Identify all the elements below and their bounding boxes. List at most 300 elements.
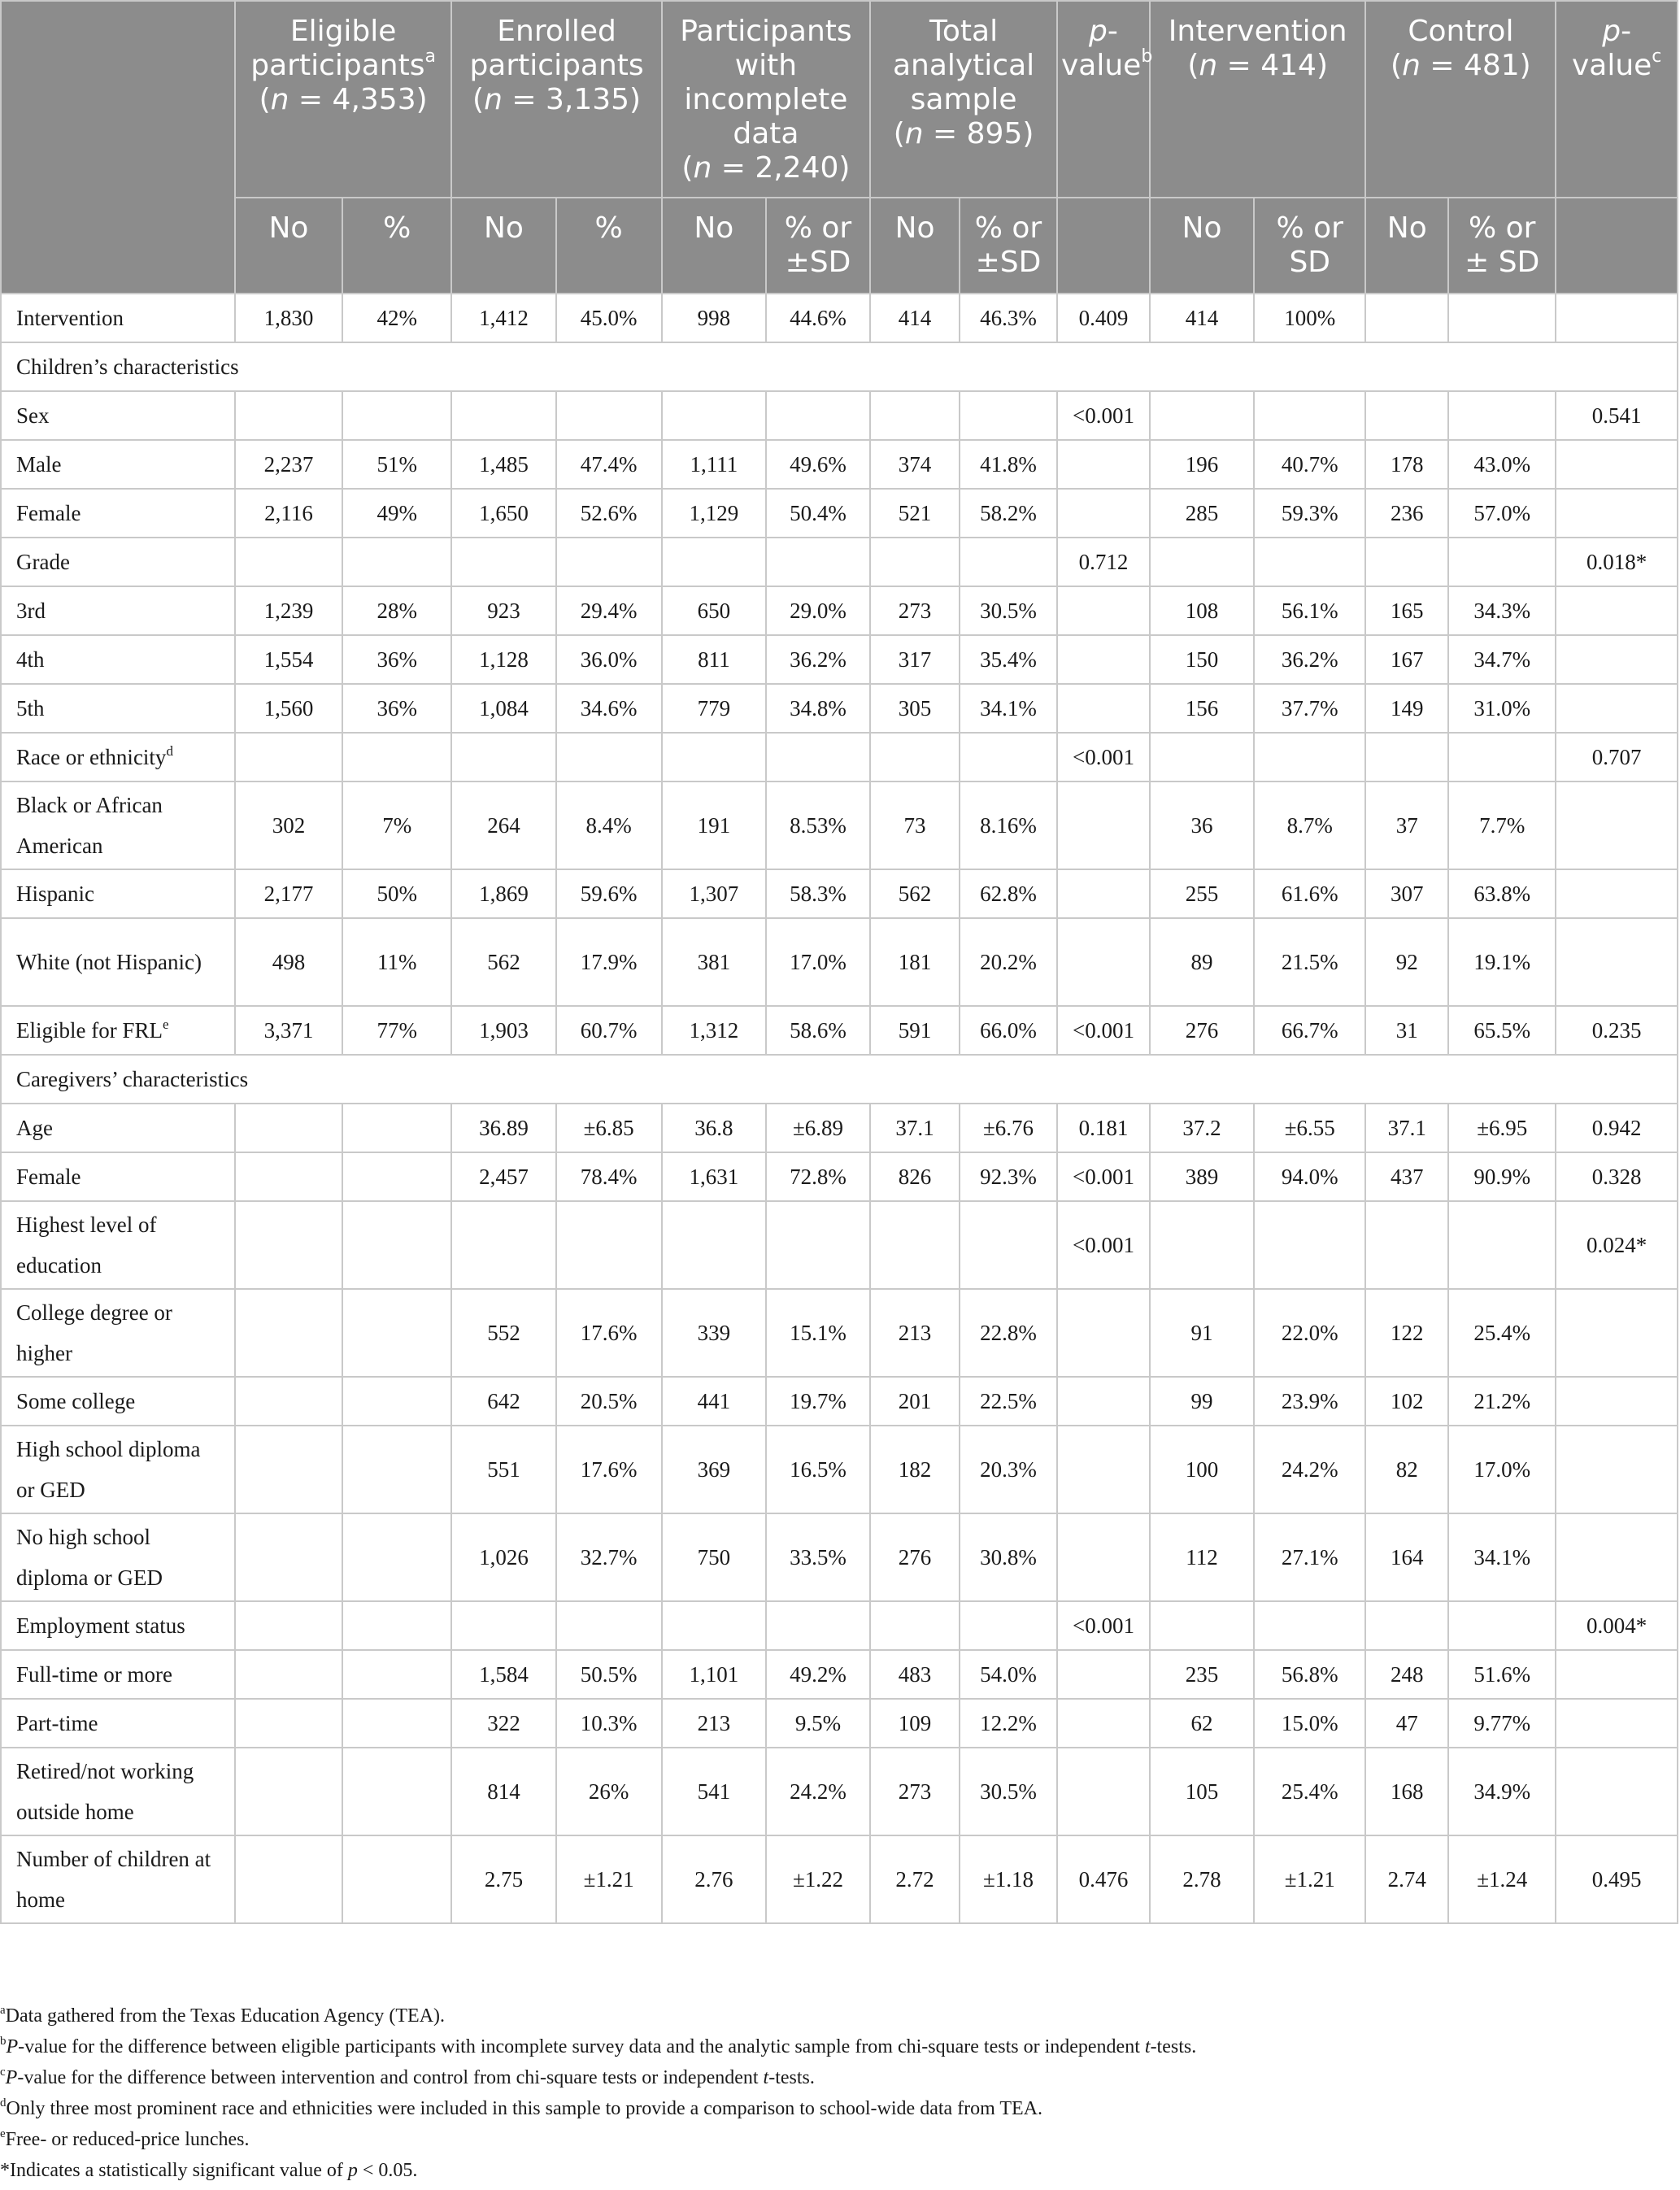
table-cell — [870, 538, 960, 586]
table-row — [1, 489, 1678, 538]
table-cell: 381 — [662, 918, 766, 1006]
table-cell — [1448, 391, 1556, 440]
table-row — [1, 1513, 1678, 1601]
table-cell — [1057, 684, 1150, 733]
table-cell — [1057, 782, 1150, 869]
table-cell — [1556, 918, 1678, 1006]
table-cell: 414 — [870, 294, 960, 342]
table-cell: 276 — [1150, 1006, 1254, 1055]
table-cell: 0.004* — [1556, 1601, 1678, 1650]
section-label: Children’s characteristics — [1, 342, 1678, 391]
table-cell: 248 — [1365, 1650, 1448, 1699]
footnote: $^b$P-value for the difference between eligible participants with incomplete survey data and the analytic sample from chi-square tests or independent t-tests. — [0, 2035, 1197, 2057]
table-cell: 52.6% — [556, 489, 662, 538]
table-cell — [235, 1289, 342, 1377]
row-label: No high school diploma or GED — [1, 1513, 235, 1601]
table-cell: 91 — [1150, 1289, 1254, 1377]
subheader-cell — [1556, 198, 1678, 294]
table-cell: 0.328 — [1556, 1152, 1678, 1201]
table-cell — [662, 1601, 766, 1650]
table-cell: 90.9% — [1448, 1152, 1556, 1201]
table-cell: 1,903 — [451, 1006, 555, 1055]
table-cell: 591 — [870, 1006, 960, 1055]
table-cell — [1365, 538, 1448, 586]
table-row — [1, 294, 1678, 342]
table-cell: 483 — [870, 1650, 960, 1699]
table-cell: 642 — [451, 1377, 555, 1426]
table-cell: 37.1 — [870, 1104, 960, 1152]
table-cell: 167 — [1365, 635, 1448, 684]
table-cell: 1,026 — [451, 1513, 555, 1601]
subheader-cell: % — [342, 198, 451, 294]
table-cell: 58.6% — [766, 1006, 870, 1055]
table-cell: 47 — [1365, 1699, 1448, 1748]
header-enrolled: Enrolled participants (n = 3,135) — [451, 1, 661, 198]
table-cell: 24.2% — [766, 1748, 870, 1835]
table-cell — [960, 1601, 1057, 1650]
table-cell: 24.2% — [1254, 1426, 1365, 1513]
table-cell: 19.1% — [1448, 918, 1556, 1006]
footnote: $^d$Only three most prominent race and ethnicities were included in this sample to provide a comparison to school-wide data from TEA. — [0, 2096, 1043, 2119]
table-cell: 2.75 — [451, 1835, 555, 1923]
subheader-cell: No — [662, 198, 766, 294]
table-cell: 78.4% — [556, 1152, 662, 1201]
table-cell: 62 — [1150, 1699, 1254, 1748]
table-row — [1, 1377, 1678, 1426]
table-cell — [1556, 294, 1678, 342]
table-cell: 40.7% — [1254, 440, 1365, 489]
table-cell: 66.0% — [960, 1006, 1057, 1055]
table-row — [1, 1835, 1678, 1923]
subheader-row — [1, 198, 1678, 294]
table-cell: 285 — [1150, 489, 1254, 538]
table-cell — [1448, 1601, 1556, 1650]
table-cell — [1556, 782, 1678, 869]
table-cell: 562 — [451, 918, 555, 1006]
table-cell: 25.4% — [1254, 1748, 1365, 1835]
table-cell: 92 — [1365, 918, 1448, 1006]
table-cell: 25.4% — [1448, 1289, 1556, 1377]
table-cell — [766, 1201, 870, 1289]
table-cell: 29.4% — [556, 586, 662, 635]
table-cell — [556, 538, 662, 586]
table-cell: 43.0% — [1448, 440, 1556, 489]
table-cell: 51.6% — [1448, 1650, 1556, 1699]
table-cell: 92.3% — [960, 1152, 1057, 1201]
table-cell — [342, 1748, 451, 1835]
table-cell — [662, 1201, 766, 1289]
table-cell: 1,485 — [451, 440, 555, 489]
row-label: Male — [1, 440, 235, 489]
table-cell: 305 — [870, 684, 960, 733]
table-cell — [1365, 733, 1448, 782]
table-cell: 30.5% — [960, 586, 1057, 635]
table-cell: 1,101 — [662, 1650, 766, 1699]
table-cell: 32.7% — [556, 1513, 662, 1601]
table-cell — [1254, 1201, 1365, 1289]
table-cell — [1365, 1601, 1448, 1650]
table-cell: <0.001 — [1057, 1201, 1150, 1289]
table-row — [1, 1601, 1678, 1650]
table-cell: ±1.21 — [1254, 1835, 1365, 1923]
table-cell: 34.7% — [1448, 635, 1556, 684]
table-cell — [1057, 918, 1150, 1006]
table-cell: 750 — [662, 1513, 766, 1601]
table-cell: ±1.24 — [1448, 1835, 1556, 1923]
subheader-cell — [1057, 198, 1150, 294]
row-label: Employment status — [1, 1601, 235, 1650]
table-cell: 100 — [1150, 1426, 1254, 1513]
row-label: Sex — [1, 391, 235, 440]
subheader-cell: No — [451, 198, 555, 294]
table-cell — [1556, 1426, 1678, 1513]
table-cell: 2,116 — [235, 489, 342, 538]
table-cell: 521 — [870, 489, 960, 538]
table-cell: 8.7% — [1254, 782, 1365, 869]
subheader-cell: No — [870, 198, 960, 294]
table-cell: 1,111 — [662, 440, 766, 489]
table-cell: 0.235 — [1556, 1006, 1678, 1055]
table-cell — [1057, 1748, 1150, 1835]
row-label: Intervention — [1, 294, 235, 342]
table-cell — [451, 538, 555, 586]
table-cell: 46.3% — [960, 294, 1057, 342]
table-cell — [235, 1748, 342, 1835]
table-cell — [342, 538, 451, 586]
table-row — [1, 391, 1678, 440]
table-cell: 22.0% — [1254, 1289, 1365, 1377]
table-cell: 1,869 — [451, 869, 555, 918]
table-cell — [1057, 869, 1150, 918]
header-pvalue-c: p-value$^c$ — [1556, 1, 1678, 198]
table-cell: <0.001 — [1057, 733, 1150, 782]
table-cell: 2.76 — [662, 1835, 766, 1923]
header-incomplete: Participants with incomplete data (n = 2,240) — [662, 1, 870, 198]
table-cell — [342, 1835, 451, 1923]
table-cell: ±6.55 — [1254, 1104, 1365, 1152]
table-cell — [1556, 684, 1678, 733]
table-cell: 1,412 — [451, 294, 555, 342]
table-cell: 1,312 — [662, 1006, 766, 1055]
table-cell: 51% — [342, 440, 451, 489]
table-cell: 31 — [1365, 1006, 1448, 1055]
table-cell: 34.3% — [1448, 586, 1556, 635]
table-cell: 236 — [1365, 489, 1448, 538]
table-cell — [960, 538, 1057, 586]
table-cell: 100% — [1254, 294, 1365, 342]
table-cell: 34.9% — [1448, 1748, 1556, 1835]
table-cell: 47.4% — [556, 440, 662, 489]
table-cell: 0.181 — [1057, 1104, 1150, 1152]
row-label: Some college — [1, 1377, 235, 1426]
table-cell — [1556, 489, 1678, 538]
table-header — [1, 1, 1678, 294]
table-cell: 264 — [451, 782, 555, 869]
table-row — [1, 1201, 1678, 1289]
table-cell: 811 — [662, 635, 766, 684]
table-cell — [235, 1104, 342, 1152]
table-cell — [451, 1601, 555, 1650]
table-row — [1, 538, 1678, 586]
footnote: *Indicates a statistically significant value of p < 0.05. — [0, 2160, 418, 2181]
table-cell: 168 — [1365, 1748, 1448, 1835]
table-cell: 36.0% — [556, 635, 662, 684]
table-cell: 317 — [870, 635, 960, 684]
table-cell: 182 — [870, 1426, 960, 1513]
table-cell: 26% — [556, 1748, 662, 1835]
row-label: 5th — [1, 684, 235, 733]
table-cell: 34.8% — [766, 684, 870, 733]
footnote-mark: c — [0, 2066, 6, 2079]
table-cell: 201 — [870, 1377, 960, 1426]
table-cell — [235, 733, 342, 782]
table-row — [1, 1699, 1678, 1748]
footnote-mark: b — [0, 2035, 7, 2048]
table-cell: 0.712 — [1057, 538, 1150, 586]
table-cell: 273 — [870, 586, 960, 635]
table-cell: 2.72 — [870, 1835, 960, 1923]
table-cell: 37.7% — [1254, 684, 1365, 733]
table-cell: 8.53% — [766, 782, 870, 869]
table-cell — [556, 733, 662, 782]
table-cell — [1254, 538, 1365, 586]
table-cell: 63.8% — [1448, 869, 1556, 918]
table-cell: 1,830 — [235, 294, 342, 342]
table-row — [1, 1289, 1678, 1377]
table-cell — [1556, 1289, 1678, 1377]
table-cell: 441 — [662, 1377, 766, 1426]
table-cell: 122 — [1365, 1289, 1448, 1377]
table-cell: 44.6% — [766, 294, 870, 342]
table-cell — [235, 1377, 342, 1426]
table-cell: 22.5% — [960, 1377, 1057, 1426]
table-cell: 49% — [342, 489, 451, 538]
table-cell — [1254, 391, 1365, 440]
table-cell — [1365, 1201, 1448, 1289]
table-row — [1, 733, 1678, 782]
row-label: White (not Hispanic) — [1, 918, 235, 1006]
table-cell — [1556, 1377, 1678, 1426]
table-cell: 998 — [662, 294, 766, 342]
table-cell: 50.4% — [766, 489, 870, 538]
table-cell: 11% — [342, 918, 451, 1006]
table-cell: 0.707 — [1556, 733, 1678, 782]
table-cell: 17.6% — [556, 1426, 662, 1513]
table-cell: 20.2% — [960, 918, 1057, 1006]
table-cell: 178 — [1365, 440, 1448, 489]
table-cell — [1556, 1699, 1678, 1748]
table-cell — [342, 1152, 451, 1201]
table-cell — [235, 1152, 342, 1201]
table-row — [1, 1006, 1678, 1055]
table-cell: 213 — [662, 1699, 766, 1748]
section-label: Caregivers’ characteristics — [1, 1055, 1678, 1104]
table-cell — [451, 733, 555, 782]
table-cell: 650 — [662, 586, 766, 635]
table-cell: 72.8% — [766, 1152, 870, 1201]
table-cell: 56.1% — [1254, 586, 1365, 635]
table-row — [1, 440, 1678, 489]
table-cell: 2,237 — [235, 440, 342, 489]
row-label: Highest level of education — [1, 1201, 235, 1289]
table-cell: 54.0% — [960, 1650, 1057, 1699]
table-cell: 150 — [1150, 635, 1254, 684]
footnote-mark: e — [162, 1017, 169, 1032]
table-row — [1, 918, 1678, 1006]
table-cell — [1057, 1513, 1150, 1601]
table-cell: 8.16% — [960, 782, 1057, 869]
table-cell: 3,371 — [235, 1006, 342, 1055]
table-cell: 276 — [870, 1513, 960, 1601]
table-row — [1, 586, 1678, 635]
footnote-mark: e — [0, 2127, 6, 2140]
table-cell: 20.5% — [556, 1377, 662, 1426]
table-cell: 36.2% — [1254, 635, 1365, 684]
table-cell: 62.8% — [960, 869, 1057, 918]
table-cell: 156 — [1150, 684, 1254, 733]
table-cell: 307 — [1365, 869, 1448, 918]
table-cell: ±6.95 — [1448, 1104, 1556, 1152]
table-cell: 34.6% — [556, 684, 662, 733]
table-cell: 437 — [1365, 1152, 1448, 1201]
table-cell — [960, 733, 1057, 782]
table-cell: 60.7% — [556, 1006, 662, 1055]
table-cell — [870, 1201, 960, 1289]
table-row — [1, 1152, 1678, 1201]
table-cell — [662, 733, 766, 782]
table-cell — [1057, 489, 1150, 538]
header-intervention: Intervention (n = 414) — [1150, 1, 1365, 198]
table-cell: 498 — [235, 918, 342, 1006]
table-cell — [342, 1699, 451, 1748]
row-label: Age — [1, 1104, 235, 1152]
table-cell: 94.0% — [1254, 1152, 1365, 1201]
table-cell: 27.1% — [1254, 1513, 1365, 1601]
table-cell: 1,307 — [662, 869, 766, 918]
table-cell — [1448, 1201, 1556, 1289]
header-control: Control (n = 481) — [1365, 1, 1556, 198]
table-cell: 9.77% — [1448, 1699, 1556, 1748]
table-cell — [342, 391, 451, 440]
table-cell: 1,084 — [451, 684, 555, 733]
table-row — [1, 782, 1678, 869]
subheader-cell: % or ±SD — [766, 198, 870, 294]
table-cell — [870, 391, 960, 440]
table-cell: 49.6% — [766, 440, 870, 489]
table-cell — [1448, 538, 1556, 586]
row-label: 3rd — [1, 586, 235, 635]
table-cell: 73 — [870, 782, 960, 869]
table-cell: <0.001 — [1057, 1601, 1150, 1650]
table-cell: 369 — [662, 1426, 766, 1513]
table-cell: 149 — [1365, 684, 1448, 733]
table-cell: 65.5% — [1448, 1006, 1556, 1055]
table-cell: 112 — [1150, 1513, 1254, 1601]
table-cell: 19.7% — [766, 1377, 870, 1426]
table-cell — [1365, 294, 1448, 342]
table-cell — [1057, 1650, 1150, 1699]
table-cell: 1,554 — [235, 635, 342, 684]
table-cell: 21.5% — [1254, 918, 1365, 1006]
subheader-cell: % — [556, 198, 662, 294]
table-cell: 66.7% — [1254, 1006, 1365, 1055]
table-cell — [870, 733, 960, 782]
table-cell — [960, 1201, 1057, 1289]
table-cell: 16.5% — [766, 1426, 870, 1513]
table-cell: 36.89 — [451, 1104, 555, 1152]
header-total-sample: Total analytical sample (n = 895) — [870, 1, 1057, 198]
table-cell: 34.1% — [960, 684, 1057, 733]
table-cell: 37.1 — [1365, 1104, 1448, 1152]
table-cell: 22.8% — [960, 1289, 1057, 1377]
table-cell — [1057, 1377, 1150, 1426]
table-cell — [1150, 733, 1254, 782]
table-cell: 89 — [1150, 918, 1254, 1006]
row-label: College degree or higher — [1, 1289, 235, 1377]
table-cell — [766, 538, 870, 586]
table-cell: 2,457 — [451, 1152, 555, 1201]
table-cell — [1057, 1289, 1150, 1377]
table-cell: 35.4% — [960, 635, 1057, 684]
row-label: High school diploma or GED — [1, 1426, 235, 1513]
table-cell — [1150, 1201, 1254, 1289]
table-cell: 59.3% — [1254, 489, 1365, 538]
table-cell — [1556, 586, 1678, 635]
table-cell: 17.0% — [1448, 1426, 1556, 1513]
header-blank — [1, 1, 235, 294]
subheader-cell: % or ±SD — [960, 198, 1057, 294]
table-cell — [235, 538, 342, 586]
table-cell: 36% — [342, 684, 451, 733]
table-cell: 50% — [342, 869, 451, 918]
table-cell — [1556, 1513, 1678, 1601]
section-row — [1, 1055, 1678, 1104]
table-cell: 552 — [451, 1289, 555, 1377]
table-cell — [342, 1377, 451, 1426]
table-cell: 31.0% — [1448, 684, 1556, 733]
table-cell: 49.2% — [766, 1650, 870, 1699]
table-cell — [342, 1426, 451, 1513]
table-cell: 99 — [1150, 1377, 1254, 1426]
table-cell — [1448, 294, 1556, 342]
table-cell — [342, 1104, 451, 1152]
table-cell — [766, 1601, 870, 1650]
table-cell: 196 — [1150, 440, 1254, 489]
table-cell: ±1.22 — [766, 1835, 870, 1923]
table-cell: 2,177 — [235, 869, 342, 918]
table-cell — [342, 1289, 451, 1377]
section-row — [1, 342, 1678, 391]
table-cell: 1,239 — [235, 586, 342, 635]
table-cell: 102 — [1365, 1377, 1448, 1426]
table-cell: 374 — [870, 440, 960, 489]
table-cell: 17.6% — [556, 1289, 662, 1377]
table-cell — [235, 1601, 342, 1650]
table-cell: 0.409 — [1057, 294, 1150, 342]
table-cell — [342, 733, 451, 782]
table-cell: 1,128 — [451, 635, 555, 684]
table-cell: 389 — [1150, 1152, 1254, 1201]
footnote: $^a$Data gathered from the Texas Education Agency (TEA). — [0, 2004, 446, 2027]
table-cell — [235, 1699, 342, 1748]
footnote-mark: a — [0, 2004, 6, 2017]
table-cell — [556, 391, 662, 440]
table-cell — [235, 1201, 342, 1289]
table-row — [1, 1650, 1678, 1699]
table-cell — [342, 1201, 451, 1289]
subheader-cell: No — [235, 198, 342, 294]
subheader-cell: % or SD — [1254, 198, 1365, 294]
